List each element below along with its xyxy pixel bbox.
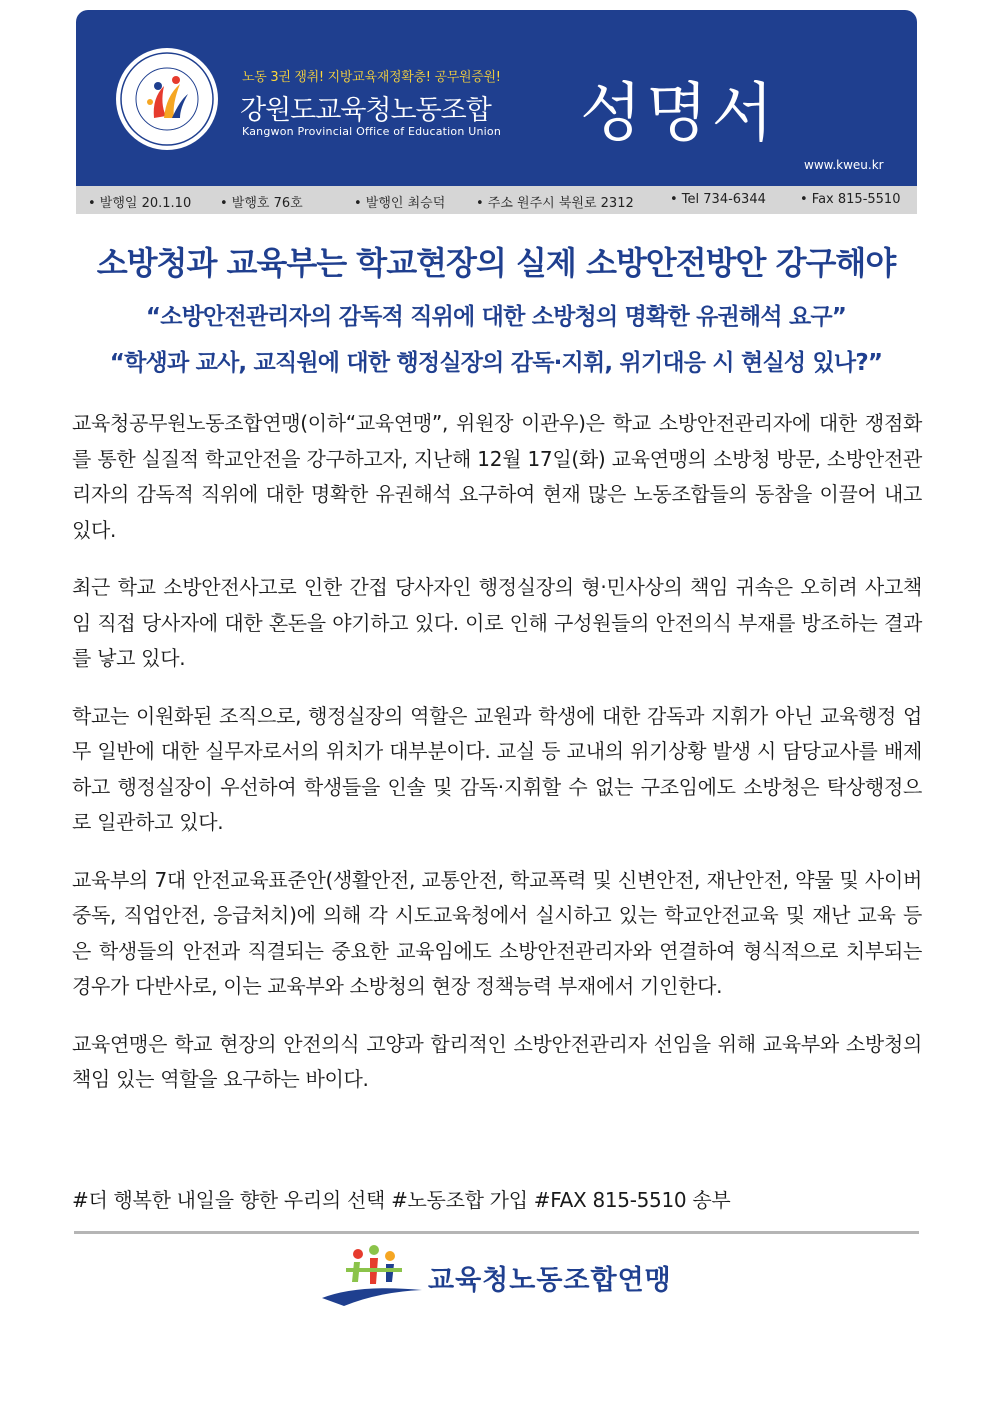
publisher: • 발행인 최승덕 [354, 196, 446, 211]
document-type-title: 성명서 [580, 77, 778, 151]
headline: 소방청과 교육부는 학교현장의 실제 소방안전방안 강구해야 [96, 244, 896, 282]
issue-number: • 발행호 76호 [220, 196, 303, 211]
telephone: • Tel 734-6344 [670, 192, 766, 207]
hashtag-tagline: #더 행복한 내일을 향한 우리의 선택 #노동조합 가입 #FAX 815-5510 송부 [72, 1188, 731, 1212]
org-name-korean: 강원도교육청노동조합 [240, 95, 491, 126]
paragraph-4: 교육부의 7대 안전교육표준안(생활안전, 교통안전, 학교폭력 및 신변안전, 재난안전, 약물 및 사이버중독, 직업안전, 응급처치)에 의해 각 시도교육청에서 실시하고 있는 학교안전교육 및 재난 교육 등은 학생들의 안전과 직결되는 중요한 교육임에도 소방안전관리자와 연결하여 형식적으로 치부되는 경우가 다반사로, 이는 교육부와 소방청의 현장 정책능력 부재에서 기인한다. [72, 867, 922, 998]
paragraph-5: 교육연맹은 학교 현장의 안전의식 고양과 합리적인 소방안전관리자 선임을 위해 교육부와 소방청의 책임 있는 역할을 요구하는 바이다. [72, 1031, 922, 1091]
paragraph-1: 교육청공무원노동조합연맹(이하“교육연맹”, 위원장 이관우)은 학교 소방안전관리자에 대한 쟁점화를 통한 실질적 학교안전을 강구하고자, 지난해 12월 17일(화) 교육연맹의 소방청 방문, 소방안전관리자의 감독적 직위에 대한 명확한 유권해석 요구하여 현재 많은 노동조합들의 동참을 이끌어 내고 있다. [72, 411, 922, 542]
statement-body [72, 406, 922, 1120]
federation-logo [318, 1240, 428, 1310]
subheadline-1: “소방안전관리자의 감독적 직위에 대한 소방청의 명확한 유권해석 요구” [145, 304, 847, 330]
subheadline-2: “학생과 교사, 교직원에 대한 행정실장의 감독·지휘, 위기대응 시 현실성 있나?” [109, 350, 883, 376]
paragraph-3: 학교는 이원화된 조직으로, 행정실장의 역할은 교원과 학생에 대한 감독과 지휘가 아닌 교육행정 업무 일반에 대한 실무자로서의 위치가 대부분이다. 교실 등 교내의 위기상황 발생 시 담당교사를 배제하고 행정실장이 우선하여 학생들을 인솔 및 감독·지휘할 수 없는 구조임에도 소방청은 탁상행정으로 일관하고 있다. [72, 703, 922, 834]
address: • 주소 원주시 북원로 2312 [476, 196, 634, 211]
fax-number: • Fax 815-5510 [800, 192, 901, 207]
federation-name: 교육청노동조합연맹 [428, 1265, 672, 1296]
issue-date: • 발행일 20.1.10 [88, 196, 192, 211]
website-url: www.kweu.kr [804, 158, 884, 172]
publication-info-bar [76, 186, 917, 214]
paragraph-2: 최근 학교 소방안전사고로 인한 간접 당사자인 행정실장의 형·민사상의 책임 귀속은 오히려 사고책임 직접 당사자에 대한 혼돈을 야기하고 있다. 이로 인해 구성원들의 안전의식 부재를 방조하는 결과를 낳고 있다. [72, 575, 922, 670]
slogan-text: 노동 3권 쟁취! 지방교육재정확충! 공무원증원! [242, 70, 501, 85]
union-emblem-logo [114, 46, 220, 152]
divider [74, 1231, 919, 1234]
org-name-english: Kangwon Provincial Office of Education Union [242, 125, 502, 138]
header-banner [76, 10, 917, 186]
